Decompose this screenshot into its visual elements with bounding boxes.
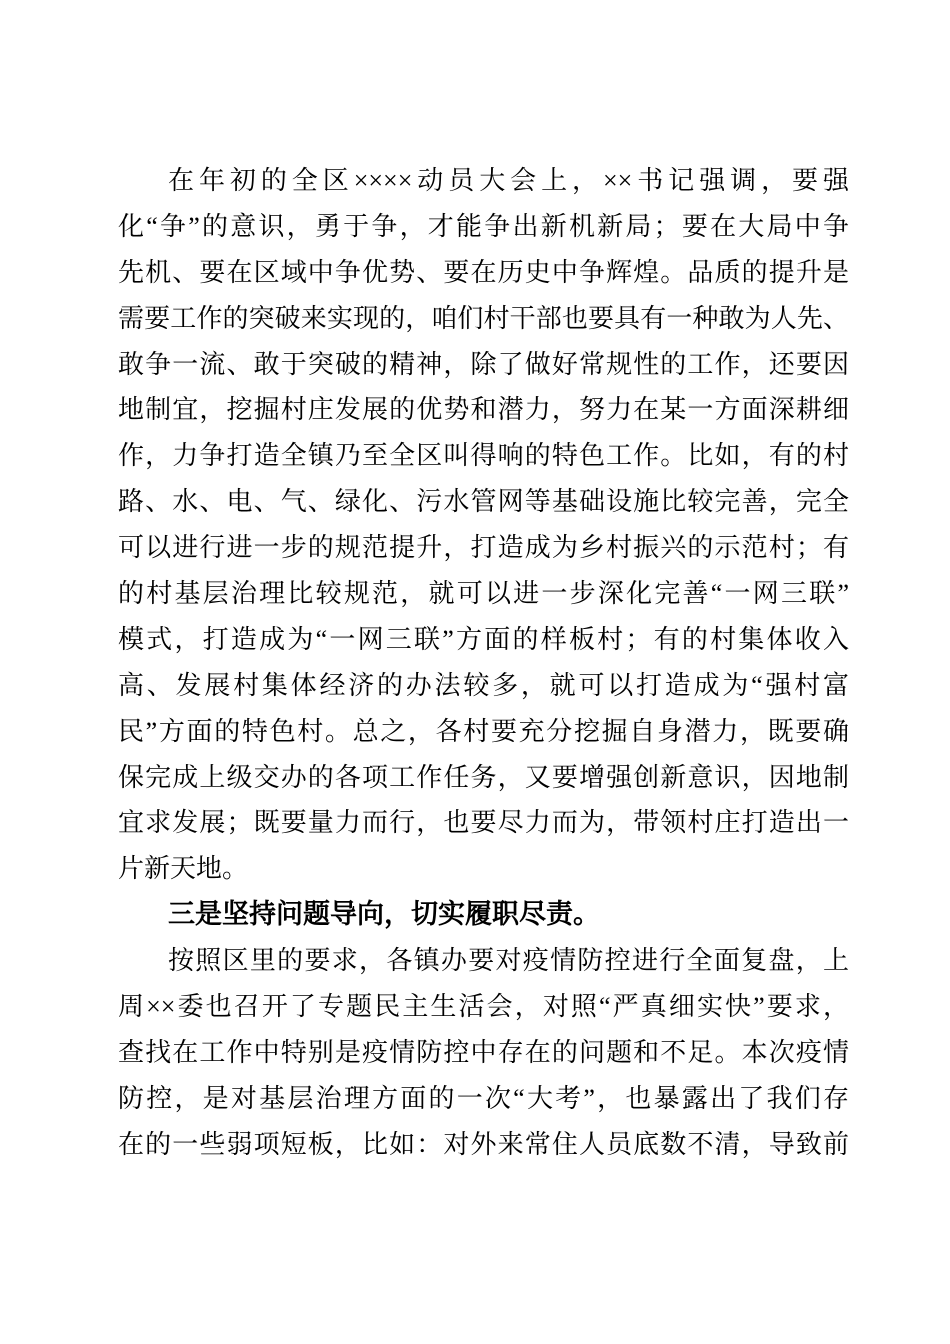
text-line: 路、水、电、气、绿化、污水管网等基础设施比较完善，完全 bbox=[118, 487, 849, 517]
text-line: 周××委也召开了专题民主生活会，对照“严真细实快”要求， bbox=[118, 992, 849, 1022]
text-line: 片新天地。 bbox=[118, 854, 249, 884]
text-line: 按照区里的要求，各镇办要对疫情防控进行全面复盘，上 bbox=[168, 946, 849, 976]
text-line: 敢争一流、敢于突破的精神，除了做好常规性的工作，还要因 bbox=[118, 349, 849, 379]
text-line: 可以进行进一步的规范提升，打造成为乡村振兴的示范村；有 bbox=[118, 533, 849, 563]
section-heading: 三是坚持问题导向，切实履职尽责。 bbox=[168, 899, 600, 930]
text-line: 宜求发展；既要量力而行，也要尽力而为，带领村庄打造出一 bbox=[118, 808, 849, 838]
text-line: 高、发展村集体经济的办法较多，就可以打造成为“强村富 bbox=[118, 670, 849, 700]
text-line: 在年初的全区××××动员大会上，××书记强调，要强 bbox=[168, 166, 849, 195]
text-line: 化“争”的意识，勇于争，才能争出新机新局；要在大局中争 bbox=[118, 211, 849, 241]
text-line: 防控，是对基层治理方面的一次“大考”，也暴露出了我们存 bbox=[118, 1083, 849, 1113]
text-line: 模式，打造成为“一网三联”方面的样板村；有的村集体收入 bbox=[118, 624, 849, 654]
text-line: 的村基层治理比较规范，就可以进一步深化完善“一网三联” bbox=[118, 579, 849, 609]
text-line: 民”方面的特色村。总之，各村要充分挖掘自身潜力，既要确 bbox=[118, 716, 849, 746]
text-line: 地制宜，挖掘村庄发展的优势和潜力，努力在某一方面深耕细 bbox=[118, 395, 849, 425]
text-line: 查找在工作中特别是疫情防控中存在的问题和不足。本次疫情 bbox=[118, 1037, 849, 1067]
text-line: 在的一些弱项短板，比如：对外来常住人员底数不清，导致前 bbox=[118, 1129, 849, 1159]
text-line: 保完成上级交办的各项工作任务，又要增强创新意识，因地制 bbox=[118, 762, 849, 792]
text-line: 作，力争打造全镇乃至全区叫得响的特色工作。比如，有的村 bbox=[118, 441, 849, 471]
text-line: 先机、要在区域中争优势、要在历史中争辉煌。品质的提升是 bbox=[118, 257, 849, 287]
text-line: 需要工作的突破来实现的，咱们村干部也要具有一种敢为人先、 bbox=[118, 303, 849, 333]
text-block bbox=[118, 158, 849, 1168]
